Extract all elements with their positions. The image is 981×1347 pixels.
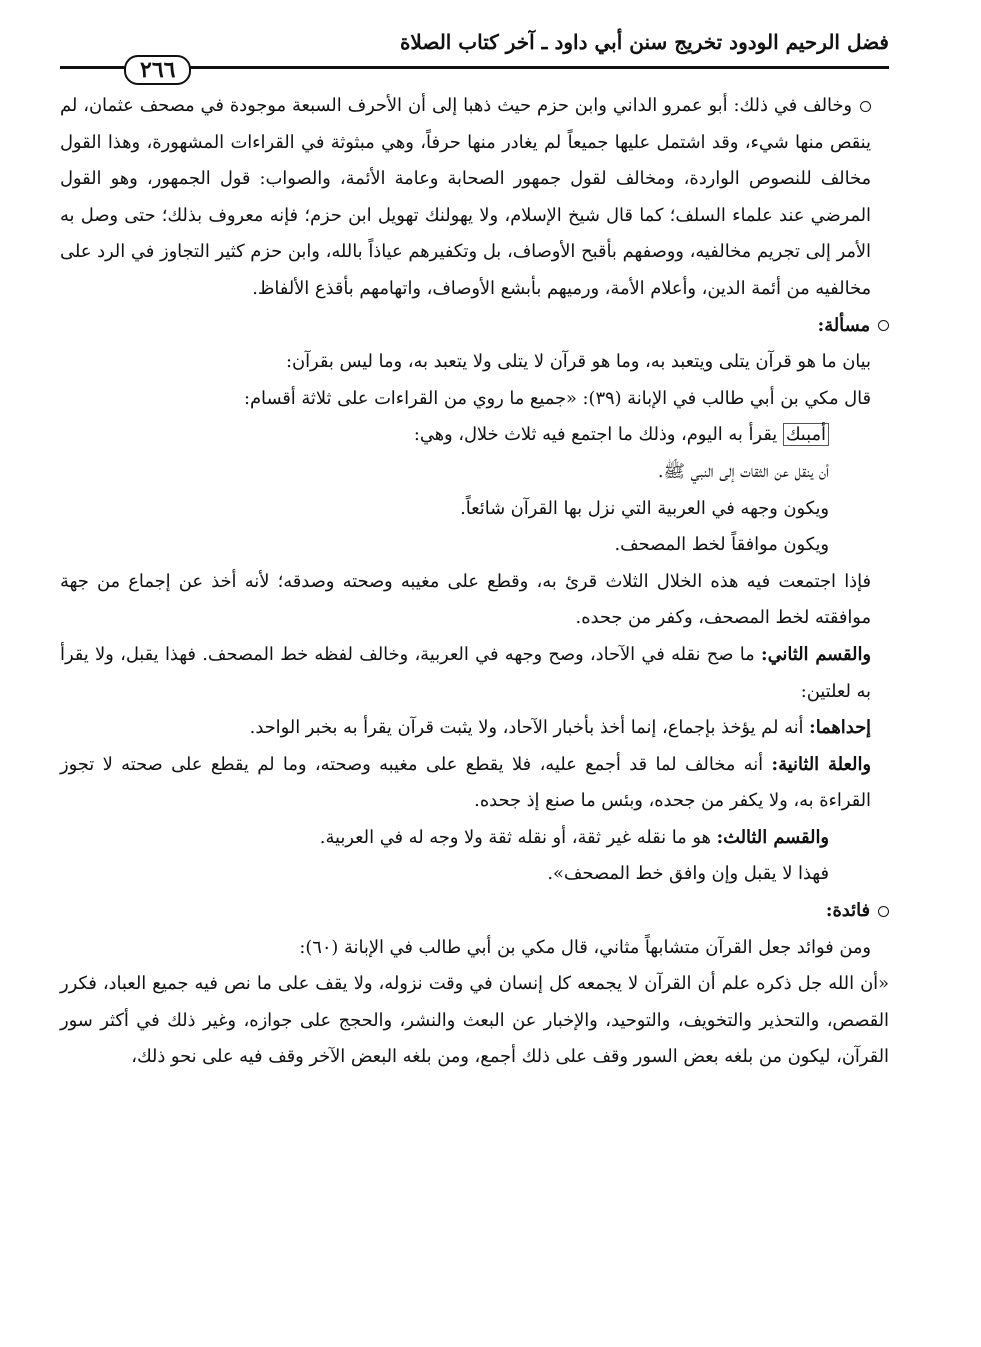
header-title: فضل الرحيم الودود تخريج سنن أبي داود ـ آخر كتاب الصلاة <box>399 30 889 54</box>
page-body <box>60 88 889 1076</box>
second-reason-label: والعلة الثانية: <box>771 753 872 775</box>
paragraph-disagreement <box>60 88 889 308</box>
second-type-label: والقسم الثاني: <box>761 643 871 665</box>
condition-arabic: ويكون وجهه في العربية التي نزل بها القرآن شائعاً. <box>460 497 829 519</box>
paragraph-benefit: ومن فوائد جعل القرآن متشابهاً مثاني، قال مكي بن أبي طالب في الإبانة (٦٠): <box>299 936 871 958</box>
page-number: ٢٦٦ <box>124 55 191 85</box>
second-type-text: ما صح نقله في الآحاد، وصح وجهه في العربية، وخالف لفظه خط المصحف. فهذا يقبل، ولا يقرأ به لعلتين: <box>60 643 871 702</box>
faida-label: فائدة: <box>825 900 870 922</box>
second-reason-text: أنه مخالف لما قد أجمع عليه، فلا يقطع على مغيبه وصحته، وما لم يقطع على صحته لا تجوز القراءة به، ولا يكفر من جحده، وبئس ما صنع إذ جحده. <box>60 753 871 812</box>
marked-word: أمبىك <box>783 423 829 446</box>
running-header <box>60 24 889 88</box>
paragraph-first-reason <box>60 710 889 747</box>
third-type-text: هو ما نقله غير ثقة، أو نقله ثقة ولا وجه له في العربية. <box>319 826 711 848</box>
paragraph-third-type <box>60 820 889 857</box>
paragraph-makki-quote: قال مكي بن أبي طالب في الإبانة (٣٩): «جميع ما روي من القراءات على ثلاثة أقسام: <box>244 387 871 409</box>
faida-heading <box>60 893 889 930</box>
masala-label: مسألة: <box>817 314 870 336</box>
paragraph-third-type-ruling: فهذا لا يقبل وإن وافق خط المصحف». <box>547 863 829 885</box>
condition-mushaf: ويكون موافقاً لخط المصحف. <box>614 534 829 556</box>
paragraph-first-type <box>60 417 889 454</box>
bullet-circle-icon <box>878 320 889 331</box>
paragraph-second-type <box>60 637 889 710</box>
paragraph-benefit-quote: «أن الله جل ذكره علم أن القرآن لا يجمعه كل إنسان في وقت نزوله، ولا يقف على ما نص فيه جميع العباد، فكرر القصص، والتحذير والتخويف، والتوحيد، والإخبار عن البعث والنشر، والحجج على جوازه، وغير ذلك في أكثر سور القرآن، ليكون من بلغه بعض السور وقف على ذلك أجمع، ومن بلغه البعض الآخر وقف فيه على نحو ذلك، <box>60 973 889 1068</box>
paragraph-statement: بيان ما هو قرآن يتلى ويتعبد به، وما هو قرآن لا يتلى ولا يتعبد به، وما ليس بقرآن: <box>286 351 871 373</box>
paragraph-second-reason <box>60 747 889 820</box>
bullet-circle-icon <box>878 906 889 917</box>
condition-narration: أن ينقل عن الثقات إلى النبي ﷺ. <box>657 460 829 482</box>
paragraph-first-type-text: يقرأ به اليوم، وذلك ما اجتمع فيه ثلاث خلال، وهي: <box>413 424 778 446</box>
third-type-label: والقسم الثالث: <box>716 826 829 848</box>
first-reason-label: إحداهما: <box>809 717 871 739</box>
page <box>60 24 889 1335</box>
masala-heading <box>60 308 889 345</box>
paragraph-conclusion: فإذا اجتمعت فيه هذه الخلال الثلاث قرئ به، وقطع على مغيبه وصحته وصدقه؛ لأنه أخذ عن إجماع من جهة موافقته لخط المصحف، وكفر من جحده. <box>60 570 871 629</box>
first-reason-text: أنه لم يؤخذ بإجماع، إنما أخذ بأخبار الآحاد، ولا يثبت قرآن يقرأ به بخبر الواحد. <box>249 717 804 739</box>
paragraph-disagreement-text: وخالف في ذلك: أبو عمرو الداني وابن حزم حيث ذهبا إلى أن الأحرف السبعة موجودة في مصحف عثمان، لم ينقص منها شيء، وقد اشتمل عليها جميعاً لم يغادر منها حرفاً، وهي مبثوثة في القراءات المشهورة، وهذا القول مخالف للنصوص الواردة، ومخالف لقول جمهور الصحابة وعامة الأئمة، والصواب: قول الجمهور، وهو القول المرضي عند علماء السلف؛ كما قال شيخ الإسلام، ولا يهولنك تهويل ابن حزم؛ فإنه معروف بذلك؛ حتى وصل به الأمر إلى تجريم مخالفيه، ووصفهم بأقبح الأوصاف، بل وتكفيرهم عياذاً بالله، وابن حزم كثير التجاوز في الرد على مخالفيه من أئمة الدين، وأعلام الأمة، ورميهم بأبشع الأوصاف، واتهامهم بأقذع الألفاظ. <box>60 95 871 299</box>
bullet-circle-icon <box>860 101 871 112</box>
